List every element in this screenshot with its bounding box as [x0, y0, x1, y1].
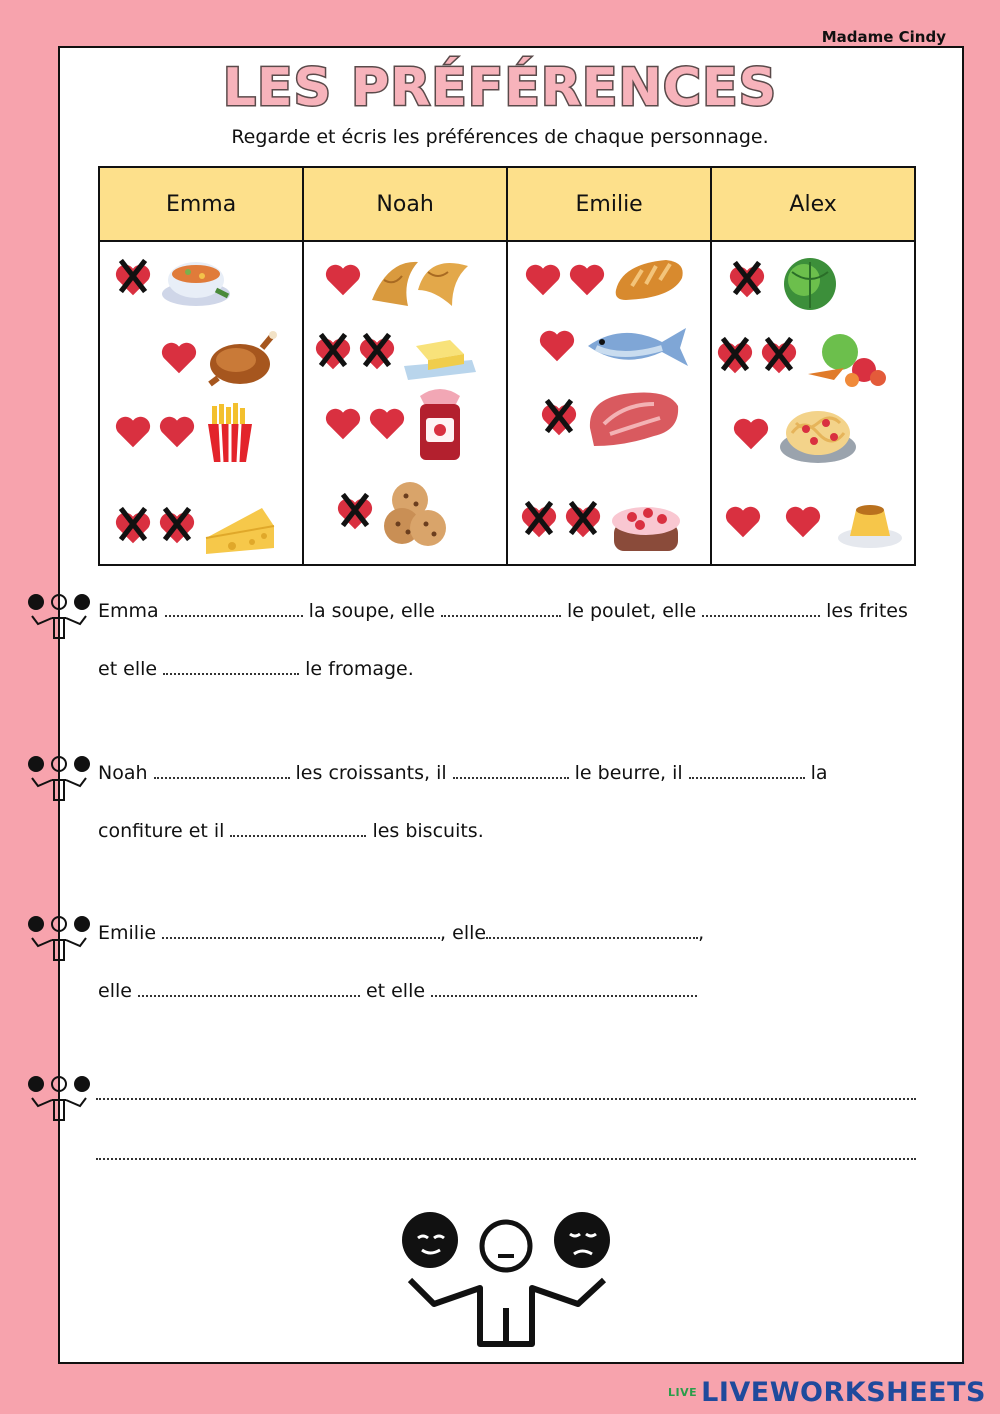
sentence-text: Emma [98, 600, 159, 622]
soup-icon [158, 250, 234, 310]
heart-crossed-icon [158, 509, 196, 547]
heart-crossed-icon [336, 495, 374, 533]
sentence-text: elle [98, 980, 132, 1002]
sentence-text: le fromage. [305, 658, 414, 680]
liveworksheets-logo [668, 1377, 986, 1408]
pref-row [732, 402, 860, 466]
column-header-emilie: Emilie [507, 167, 711, 241]
fish-icon [582, 316, 692, 376]
sentence-emma-line1 [98, 600, 908, 622]
author-credit: Madame Cindy [821, 28, 946, 46]
cookies-icon [380, 476, 456, 552]
cake-icon [608, 487, 684, 557]
answer-blank[interactable] [230, 821, 366, 837]
pref-row [160, 326, 280, 390]
brand-name: LIVEWORKSHEETS [701, 1377, 986, 1408]
answer-blank[interactable] [702, 601, 820, 617]
answer-blank[interactable] [162, 923, 440, 939]
sentence-noah-line1 [98, 762, 828, 784]
sentence-text: les frites [826, 600, 908, 622]
jam-icon [412, 382, 468, 466]
sentence-text: le poulet, elle [566, 600, 697, 622]
cell-emilie [507, 241, 711, 565]
answer-blank[interactable] [431, 981, 697, 997]
heart-icon [538, 327, 576, 365]
sentence-text: les biscuits. [372, 820, 484, 842]
sentence-text: et elle [98, 658, 158, 680]
heart-crossed-icon [114, 509, 152, 547]
sentence-text: la soupe, elle [308, 600, 435, 622]
answer-line-alex-2[interactable] [96, 1144, 916, 1160]
sentence-text: , [698, 922, 705, 944]
pref-row [716, 326, 888, 390]
heart-icon [160, 339, 198, 377]
instruction-text: Regarde et écris les préférences de chaque personnage. [231, 126, 769, 148]
cell-emma [99, 241, 303, 565]
answer-line-alex-1[interactable] [96, 1084, 916, 1100]
heart-icon [324, 405, 362, 443]
pref-row [114, 248, 234, 312]
heart-crossed-icon [540, 401, 578, 439]
sentence-text: et elle [365, 980, 426, 1002]
sentence-emilie-line2 [98, 980, 703, 1002]
shrug-figure-illustration [400, 1208, 640, 1350]
fries-icon [202, 402, 258, 462]
answer-blank[interactable] [165, 601, 303, 617]
heart-crossed-icon [728, 263, 766, 301]
sentence-noah-line2 [98, 820, 484, 842]
shrug-figure-icon [26, 1072, 92, 1122]
cell-alex [711, 241, 915, 565]
column-header-noah: Noah [303, 167, 507, 241]
answer-blank[interactable] [441, 601, 561, 617]
heart-crossed-icon [564, 503, 602, 541]
pref-row [524, 248, 688, 312]
pref-row [540, 388, 684, 452]
column-header-emma: Emma [99, 167, 303, 241]
sentence-emilie-line1 [98, 922, 704, 944]
pref-row [520, 490, 684, 554]
answer-blank[interactable] [689, 763, 805, 779]
pref-row [724, 490, 904, 554]
heart-crossed-icon [314, 335, 352, 373]
sentence-emma-line2 [98, 658, 414, 680]
pref-row [324, 248, 478, 312]
heart-icon [158, 413, 196, 451]
answer-blank[interactable] [163, 659, 299, 675]
heart-crossed-icon [114, 261, 152, 299]
sentence-text: , elle [440, 922, 487, 944]
shrug-figure-icon [26, 590, 92, 640]
answer-blank[interactable] [453, 763, 569, 779]
cheese-icon [202, 498, 278, 558]
lettuce-icon [772, 252, 848, 312]
answer-blank[interactable] [138, 981, 360, 997]
heart-icon [784, 503, 822, 541]
sentence-text: le beurre, il [574, 762, 683, 784]
answer-blank[interactable] [486, 923, 698, 939]
cell-noah [303, 241, 507, 565]
heart-crossed-icon [716, 339, 754, 377]
heart-icon [568, 261, 606, 299]
pref-row [324, 392, 468, 456]
chicken-icon [204, 328, 280, 388]
bread-icon [612, 250, 688, 310]
heart-crossed-icon [520, 503, 558, 541]
heart-icon [732, 415, 770, 453]
heart-icon [114, 413, 152, 451]
steak-icon [584, 384, 684, 456]
pref-row [114, 400, 258, 464]
heart-icon [324, 261, 362, 299]
sentence-text: confiture et il [98, 820, 225, 842]
sentence-text: les croissants, il [295, 762, 447, 784]
vegetables-icon [804, 328, 888, 388]
shrug-figure-icon [26, 912, 92, 962]
sentence-text: Emilie [98, 922, 157, 944]
butter-icon [402, 324, 478, 384]
pref-row [728, 250, 848, 314]
preferences-table [98, 166, 916, 566]
heart-icon [368, 405, 406, 443]
answer-blank[interactable] [154, 763, 290, 779]
pref-row [538, 314, 692, 378]
pref-row [314, 322, 478, 386]
sentence-text: Noah [98, 762, 148, 784]
heart-icon [724, 503, 762, 541]
heart-crossed-icon [358, 335, 396, 373]
live-tag: LIVE [668, 1386, 698, 1399]
pref-row [114, 496, 278, 560]
heart-crossed-icon [760, 339, 798, 377]
spaghetti-icon [776, 399, 860, 469]
shrug-figure-icon [26, 752, 92, 802]
sentence-text: la [810, 762, 828, 784]
heart-icon [524, 261, 562, 299]
column-header-alex: Alex [711, 167, 915, 241]
pref-row [336, 482, 456, 546]
page-title: LES PRÉFÉRENCES [222, 58, 778, 118]
croissant-icon [368, 250, 478, 310]
flan-icon [834, 492, 904, 552]
